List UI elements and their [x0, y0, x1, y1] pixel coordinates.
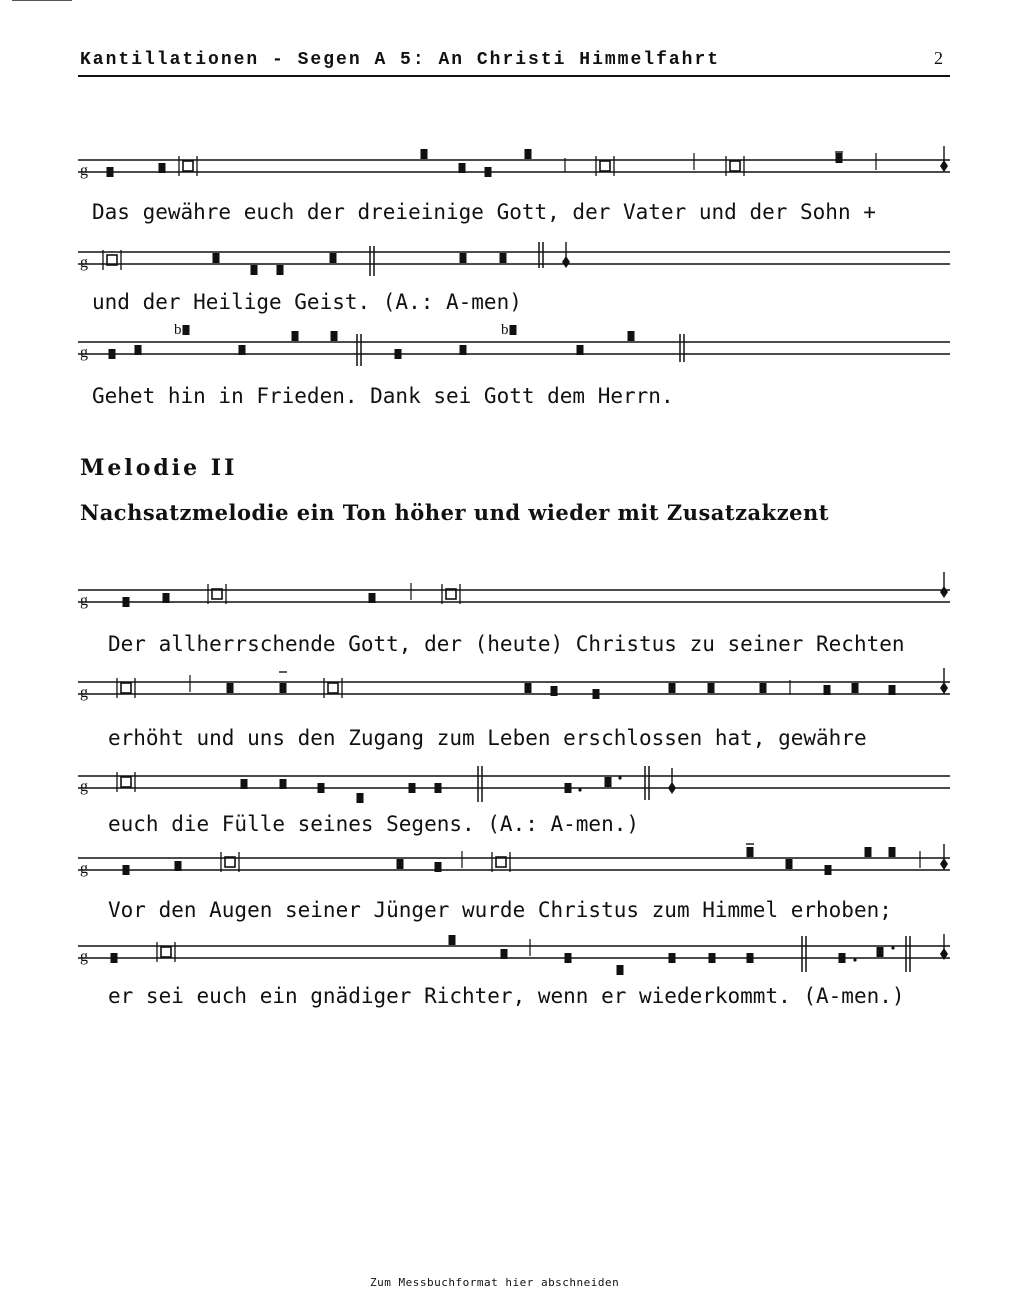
note	[135, 345, 142, 355]
note	[163, 593, 170, 603]
note	[175, 861, 182, 871]
note	[435, 783, 442, 793]
note	[239, 345, 246, 355]
header-rule	[78, 75, 950, 77]
section-title: Melodie II	[80, 455, 238, 481]
note	[280, 779, 287, 789]
note	[825, 865, 832, 875]
clef-sign: g	[80, 860, 88, 877]
note	[708, 683, 715, 693]
section-subtitle: Nachsatzmelodie ein Ton höher und wieder mit Zusatzakzent	[80, 500, 829, 525]
note	[435, 862, 442, 872]
cut-instruction: Zum Messbuchformat hier abschneiden	[370, 1276, 620, 1289]
note	[839, 953, 846, 963]
breve-note	[730, 161, 740, 171]
clef-sign: g	[80, 948, 88, 965]
note	[889, 847, 896, 857]
note	[565, 783, 572, 793]
note	[241, 779, 248, 789]
note	[565, 953, 572, 963]
note	[593, 689, 600, 699]
note	[111, 953, 118, 963]
staff-2	[0, 232, 1034, 272]
note	[525, 149, 532, 159]
note	[889, 685, 896, 695]
clef-sign: g	[80, 684, 88, 701]
lyric-line-1: Das gewähre euch der dreieinige Gott, der Vater und der Sohn +	[92, 200, 876, 224]
lyric-line-4: Der allherrschende Gott, der (heute) Christus zu seiner Rechten	[108, 632, 905, 656]
note	[577, 345, 584, 355]
note	[501, 949, 508, 959]
note	[395, 349, 402, 359]
note	[227, 683, 234, 693]
staff-6	[0, 756, 1034, 796]
staff-8	[0, 926, 1034, 966]
flat-sign: b	[501, 322, 509, 338]
lyric-line-7: Vor den Augen seiner Jünger wurde Christus zum Himmel erhoben;	[108, 898, 892, 922]
staff-4	[0, 570, 1034, 610]
breve-note	[121, 683, 131, 693]
note	[460, 253, 467, 263]
note	[318, 783, 325, 793]
dot-mark	[578, 788, 581, 791]
note	[409, 783, 416, 793]
note	[709, 953, 716, 963]
scan-edge-mark	[12, 0, 72, 1]
note	[485, 167, 492, 177]
note	[331, 331, 338, 341]
staff-5	[0, 662, 1034, 702]
note	[669, 683, 676, 693]
clef-sign: g	[80, 162, 88, 179]
final-note	[940, 858, 948, 870]
note	[525, 683, 532, 693]
breve-note	[183, 161, 193, 171]
lyric-line-6: euch die Fülle seines Segens. (A.: A-men.)	[108, 812, 640, 836]
breve-note	[328, 683, 338, 693]
note	[330, 253, 337, 263]
page-header-title: Kantillationen - Segen A 5: An Christi Himmelfahrt	[80, 50, 721, 70]
note	[824, 685, 831, 695]
note	[460, 345, 467, 355]
note	[109, 349, 116, 359]
note	[877, 947, 884, 957]
clef-sign: g	[80, 592, 88, 609]
breve-note	[161, 947, 171, 957]
staff-1	[0, 140, 1034, 180]
note	[617, 965, 624, 975]
note	[292, 331, 299, 341]
lyric-line-2: und der Heilige Geist. (A.: A-men)	[92, 290, 522, 314]
note	[397, 859, 404, 869]
note	[459, 163, 466, 173]
clef-sign: g	[80, 344, 88, 361]
note	[551, 686, 558, 696]
clef-sign: g	[80, 778, 88, 795]
note	[449, 935, 456, 945]
note	[183, 325, 190, 335]
staff-3	[0, 322, 1034, 362]
breve-note	[600, 161, 610, 171]
note	[605, 777, 612, 787]
note	[510, 325, 517, 335]
note	[500, 253, 507, 263]
breve-note	[121, 777, 131, 787]
note	[760, 683, 767, 693]
note	[865, 847, 872, 857]
note	[213, 253, 220, 263]
note	[369, 593, 376, 603]
note	[852, 683, 859, 693]
flat-sign: b	[174, 322, 182, 338]
final-note	[940, 160, 948, 172]
note	[628, 331, 635, 341]
dot-mark	[618, 776, 621, 779]
note	[747, 953, 754, 963]
clef-sign: g	[80, 254, 88, 271]
note	[123, 865, 130, 875]
note	[123, 597, 130, 607]
note	[747, 847, 754, 857]
final-note	[940, 682, 948, 694]
page-number: 2	[934, 48, 943, 68]
lyric-line-3: Gehet hin in Frieden. Dank sei Gott dem Herrn.	[92, 384, 674, 408]
note	[421, 149, 428, 159]
dot-mark	[853, 958, 856, 961]
lyric-line-5: erhöht und uns den Zugang zum Leben erschlossen hat, gewähre	[108, 726, 867, 750]
lyric-line-8: er sei euch ein gnädiger Richter, wenn er wiederkommt. (A-men.)	[108, 984, 905, 1008]
final-note	[940, 586, 948, 598]
final-note	[562, 256, 570, 268]
note	[280, 683, 287, 693]
note	[159, 163, 166, 173]
dot-mark	[891, 946, 894, 949]
note	[786, 859, 793, 869]
note	[836, 153, 843, 163]
staff-7	[0, 838, 1034, 878]
note	[251, 265, 258, 275]
note	[669, 953, 676, 963]
note	[357, 793, 364, 803]
note	[107, 167, 114, 177]
note	[277, 265, 284, 275]
final-note	[668, 782, 676, 794]
